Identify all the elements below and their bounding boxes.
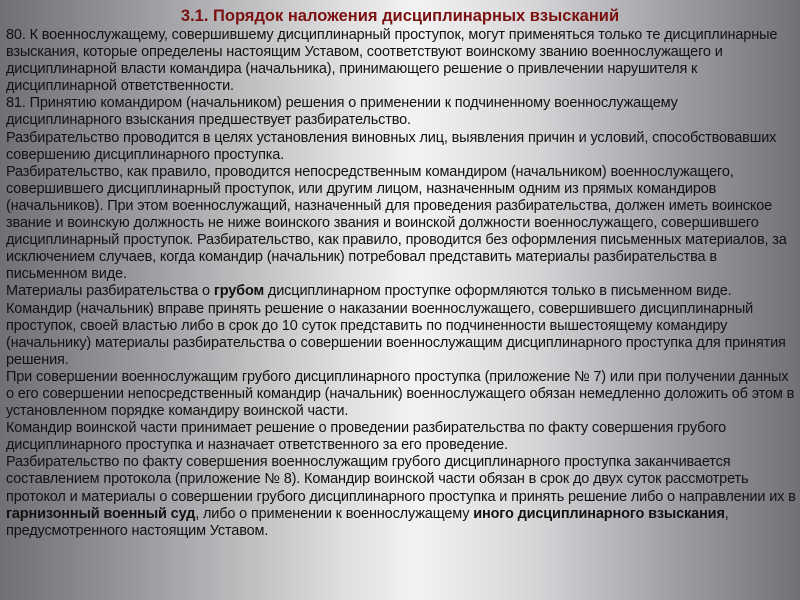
paragraph-text: дисциплинарном проступке оформляются только в письменном виде. Командир (начальник) вправе принять решение о наказании военнослужащего, совершившего дисциплинарный проступок, своей властью либо в срок до 10 суток представить по подчиненности вышестоящему командиру (начальнику) материалы разбирательства о совершении военнослужащим дисциплинарного проступка для принятия решения.: [6, 283, 786, 368]
paragraph-text: Материалы разбирательства о: [6, 283, 214, 300]
paragraph-text: , предусмотренного настоящим Уставом.: [6, 505, 729, 539]
paragraph-written-materials: [6, 283, 796, 368]
paragraph-purpose: Разбирательство проводится в целях установления виновных лиц, выявления причин и условий, способствовавших совершению дисциплинарного проступка.: [6, 129, 777, 163]
paragraph-text: , либо о применении к военнослужащему: [195, 505, 474, 522]
paragraph-who-conducts: Разбирательство, как правило, проводится непосредственным командиром (начальником) военнослужащего, совершившего дисциплинарный проступок, или другим лицом, назначенным одним из прямых командиров (начальников). При этом военнослужащий, назначенный для проведения разбирательства, должен иметь воинское звание и воинскую должность не ниже воинского звания и воинской должности военнослужащего, совершившего дисциплинарный проступок. Разбирательство, как правило, проводится без оформления письменных материалов, за исключением случаев, когда командир (начальник) потребовал представить материалы разбирательства в письменном виде.: [6, 163, 787, 283]
slide-body: [6, 27, 796, 540]
paragraph-81: 81. Принятию командиром (начальником) решения о применении к подчиненному военнослужащему дисциплинарного взыскания предшествует разбирательство.: [6, 95, 678, 129]
paragraph-80: 80. К военнослужащему, совершившему дисциплинарный проступок, могут применяться только те дисциплинарные взыскания, которые определены настоящим Уставом, соответствуют воинскому званию военнослужащего и дисциплинарной власти командира (начальника), принимающего решение о привлечении нарушителя к дисциплинарной ответственности.: [6, 27, 778, 95]
slide-title: 3.1. Порядок наложения дисциплинарных взысканий: [180, 7, 620, 25]
paragraph-protocol: [6, 454, 796, 539]
bold-term: гарнизонный военный суд: [6, 505, 196, 522]
paragraph-gross-offense-report: При совершении военнослужащим грубого дисциплинарного проступка (приложение № 7) или при получении данных о его совершении непосредственный командир (начальник) военнослужащего обязан немедленно доложить об этом в установленном порядке командиру воинской части.: [6, 368, 795, 420]
bold-term: иного дисциплинарного взыскания: [473, 505, 725, 522]
paragraph-commander-decision: Командир воинской части принимает решение о проведении разбирательства по факту совершения грубого дисциплинарного проступка и назначает ответственного за его проведение.: [6, 420, 726, 454]
bold-term: грубом: [213, 283, 265, 300]
paragraph-text: Разбирательство по факту совершения военнослужащим грубого дисциплинарного проступка заканчивается составлением протокола (приложение № 8). Командир воинской части обязан в срок до двух суток рассмотреть протокол и материалы о совершении грубого дисциплинарного проступка и принять решение либо о направлении их в: [6, 454, 796, 505]
